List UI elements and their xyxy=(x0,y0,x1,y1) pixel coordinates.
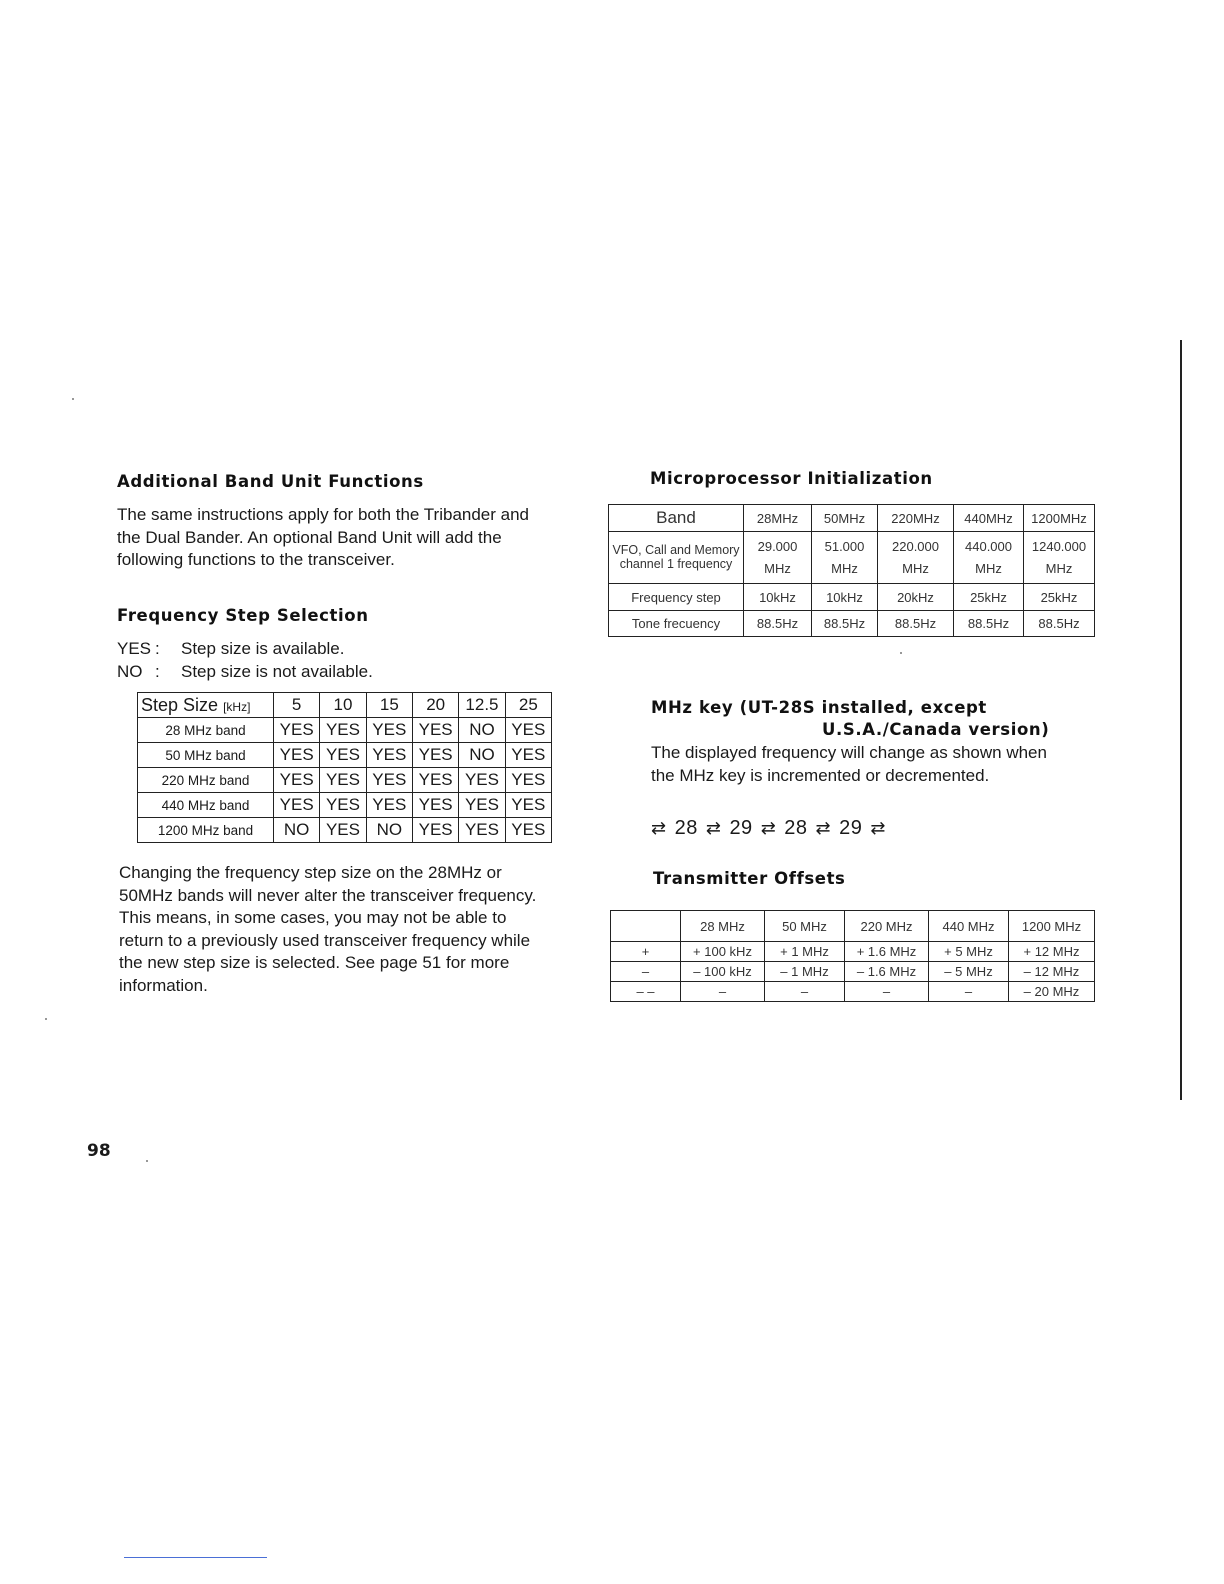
table-cell: 20kHz xyxy=(878,584,954,611)
micro-init-table xyxy=(608,504,1095,637)
mhz-key-body: The displayed frequency will change as shown when the MHz key is incremented or decremented. xyxy=(651,743,1047,785)
sequence-value: 28 xyxy=(784,817,808,839)
table-cell: YES xyxy=(320,793,366,818)
bottom-link-line xyxy=(124,1557,267,1558)
vfo-unit: MHz xyxy=(902,560,929,576)
table-cell: 25kHz xyxy=(1024,584,1095,611)
step-size-label: Step Size xyxy=(141,694,219,715)
table-cell: 88.5Hz xyxy=(954,611,1024,637)
column-header: 50 MHz xyxy=(765,911,845,942)
vfo-unit: MHz xyxy=(1045,560,1073,576)
table-cell: 88.5Hz xyxy=(1024,611,1095,637)
vfo-value: 440.000 xyxy=(965,538,1012,554)
table-cell: – 20 MHz xyxy=(1009,982,1095,1002)
bidirectional-arrow-icon: ⇄ xyxy=(651,818,667,838)
table-row xyxy=(609,532,1095,584)
table-row xyxy=(609,584,1095,611)
table-cell: + 12 MHz xyxy=(1009,942,1095,962)
scan-dot xyxy=(900,652,902,654)
vfo-value: 29.000 xyxy=(757,538,798,554)
column-header: 220MHz xyxy=(878,505,954,532)
table-cell: YES xyxy=(459,793,505,818)
table-row xyxy=(138,693,552,718)
column-header: 28MHz xyxy=(744,505,812,532)
table-cell: – xyxy=(681,982,765,1002)
band-header-label: Band xyxy=(609,505,744,532)
table-cell: – 5 MHz xyxy=(929,962,1009,982)
vfo-unit: MHz xyxy=(764,560,791,576)
table-row xyxy=(609,505,1095,532)
table-cell xyxy=(812,532,878,584)
page-number: 98 xyxy=(87,1141,111,1161)
table-cell: – xyxy=(765,982,845,1002)
transmitter-offsets-heading: Transmitter Offsets xyxy=(653,869,846,888)
table-cell: YES xyxy=(320,743,366,768)
table-cell: YES xyxy=(274,718,320,743)
table-cell: YES xyxy=(274,793,320,818)
table-cell: YES xyxy=(459,818,505,843)
column-header: 15 xyxy=(366,693,412,718)
vfo-unit: MHz xyxy=(831,560,858,576)
no-term: NO xyxy=(117,662,143,681)
table-cell: YES xyxy=(274,743,320,768)
sequence-value: 28 xyxy=(674,817,698,839)
column-header: 220 MHz xyxy=(845,911,929,942)
table-row xyxy=(611,982,1095,1002)
table-cell: – 1 MHz xyxy=(765,962,845,982)
table-cell: 10kHz xyxy=(744,584,812,611)
page-edge-rule xyxy=(1180,340,1182,1100)
table-cell: YES xyxy=(412,743,458,768)
mhz-key-heading: MHz key (UT-28S installed, except xyxy=(651,698,987,717)
table-cell: YES xyxy=(505,768,551,793)
yes-separator: : xyxy=(155,639,160,658)
table-row xyxy=(138,818,552,843)
table-row xyxy=(611,962,1095,982)
bidirectional-arrow-icon: ⇄ xyxy=(815,818,832,838)
scan-dot xyxy=(45,1018,47,1020)
table-cell: YES xyxy=(505,718,551,743)
table-cell: YES xyxy=(412,768,458,793)
row-label: 220 MHz band xyxy=(138,768,274,793)
table-cell: YES xyxy=(366,768,412,793)
table-cell: – 100 kHz xyxy=(681,962,765,982)
column-header: 25 xyxy=(505,693,551,718)
bidirectional-arrow-icon: ⇄ xyxy=(870,818,886,838)
table-cell: + 1.6 MHz xyxy=(845,942,929,962)
table-cell: YES xyxy=(274,768,320,793)
row-label: 440 MHz band xyxy=(138,793,274,818)
table-cell: + 1 MHz xyxy=(765,942,845,962)
no-definition xyxy=(117,660,373,683)
table-cell: YES xyxy=(459,768,505,793)
row-label: 28 MHz band xyxy=(138,718,274,743)
table-cell xyxy=(744,532,812,584)
column-header: 28 MHz xyxy=(681,911,765,942)
no-description: Step size is not available. xyxy=(181,662,373,681)
table-cell: YES xyxy=(366,793,412,818)
empty-corner-cell xyxy=(611,911,681,942)
table-cell: – xyxy=(929,982,1009,1002)
bidirectional-arrow-icon: ⇄ xyxy=(705,818,722,838)
column-header: 10 xyxy=(320,693,366,718)
table-cell: NO xyxy=(366,818,412,843)
step-size-unit: [kHz] xyxy=(223,699,251,714)
table-cell xyxy=(954,532,1024,584)
sequence-value: 29 xyxy=(839,817,863,839)
yes-description: Step size is available. xyxy=(181,639,345,658)
micro-init-heading: Microprocessor Initialization xyxy=(650,469,933,488)
column-header: 20 xyxy=(412,693,458,718)
table-cell: 88.5Hz xyxy=(744,611,812,637)
sequence-value: 29 xyxy=(729,817,753,839)
column-header: 440 MHz xyxy=(929,911,1009,942)
vfo-unit: MHz xyxy=(975,560,1002,576)
mhz-key-heading-line2: U.S.A./Canada version) xyxy=(822,720,1050,739)
mhz-sequence xyxy=(651,817,894,840)
no-separator: : xyxy=(155,662,160,681)
row-label: VFO, Call and Memory channel 1 frequency xyxy=(609,532,744,584)
table-cell: YES xyxy=(412,818,458,843)
scan-dot xyxy=(146,1160,148,1162)
table-row xyxy=(611,942,1095,962)
row-label: – – xyxy=(611,982,681,1002)
table-cell xyxy=(1024,532,1095,584)
table-row xyxy=(138,768,552,793)
row-label: 50 MHz band xyxy=(138,743,274,768)
table-cell: 10kHz xyxy=(812,584,878,611)
column-header: 50MHz xyxy=(812,505,878,532)
table-cell: YES xyxy=(505,793,551,818)
table-row xyxy=(138,718,552,743)
table-cell: 25kHz xyxy=(954,584,1024,611)
table-cell: NO xyxy=(274,818,320,843)
table-row xyxy=(611,911,1095,942)
table-cell: YES xyxy=(366,718,412,743)
yes-term: YES xyxy=(117,639,152,658)
row-label: + xyxy=(611,942,681,962)
step-size-table xyxy=(137,692,552,843)
additional-functions-heading: Additional Band Unit Functions xyxy=(117,472,424,491)
vfo-value: 220.000 xyxy=(892,538,939,554)
table-cell: YES xyxy=(505,743,551,768)
table-cell: YES xyxy=(366,743,412,768)
table-cell: YES xyxy=(320,718,366,743)
table-cell: – xyxy=(845,982,929,1002)
table-cell: NO xyxy=(459,743,505,768)
table-cell: YES xyxy=(505,818,551,843)
table-row xyxy=(138,743,552,768)
row-label: Tone frecuency xyxy=(609,611,744,637)
table-cell: YES xyxy=(320,818,366,843)
frequency-step-heading: Frequency Step Selection xyxy=(117,606,369,625)
column-header: 440MHz xyxy=(954,505,1024,532)
table-cell: 88.5Hz xyxy=(878,611,954,637)
table-cell: – 12 MHz xyxy=(1009,962,1095,982)
table-cell: YES xyxy=(412,793,458,818)
row-label: 1200 MHz band xyxy=(138,818,274,843)
transmitter-offsets-table xyxy=(610,910,1095,1002)
scan-dot xyxy=(72,398,74,400)
column-header: 12.5 xyxy=(459,693,505,718)
column-header: 1200 MHz xyxy=(1009,911,1095,942)
table-cell: YES xyxy=(320,768,366,793)
bidirectional-arrow-icon: ⇄ xyxy=(760,818,777,838)
table-cell: YES xyxy=(412,718,458,743)
additional-functions-body: The same instructions apply for both the Tribander and the Dual Bander. An optional Band Unit will add the following functions to the transceiver. xyxy=(117,505,530,569)
yes-definition xyxy=(117,637,344,660)
step-change-note: Changing the frequency step size on the 28MHz or 50MHz bands will never alter the transceiver frequency. This means, in some cases, you may not be able to return to a previously used transceiver frequency while the new step size is selected. See page 51 for more information. xyxy=(119,863,537,995)
vfo-value: 51.000 xyxy=(824,538,865,554)
table-row xyxy=(138,793,552,818)
table-cell: + 100 kHz xyxy=(681,942,765,962)
table-cell: – 1.6 MHz xyxy=(845,962,929,982)
vfo-value: 1240.000 xyxy=(1031,538,1087,554)
row-label: Frequency step xyxy=(609,584,744,611)
table-cell xyxy=(878,532,954,584)
table-row xyxy=(609,611,1095,637)
table-cell: NO xyxy=(459,718,505,743)
table-cell: + 5 MHz xyxy=(929,942,1009,962)
column-header: 5 xyxy=(274,693,320,718)
step-size-corner xyxy=(138,693,274,718)
column-header: 1200MHz xyxy=(1024,505,1095,532)
row-label: – xyxy=(611,962,681,982)
table-cell: 88.5Hz xyxy=(812,611,878,637)
